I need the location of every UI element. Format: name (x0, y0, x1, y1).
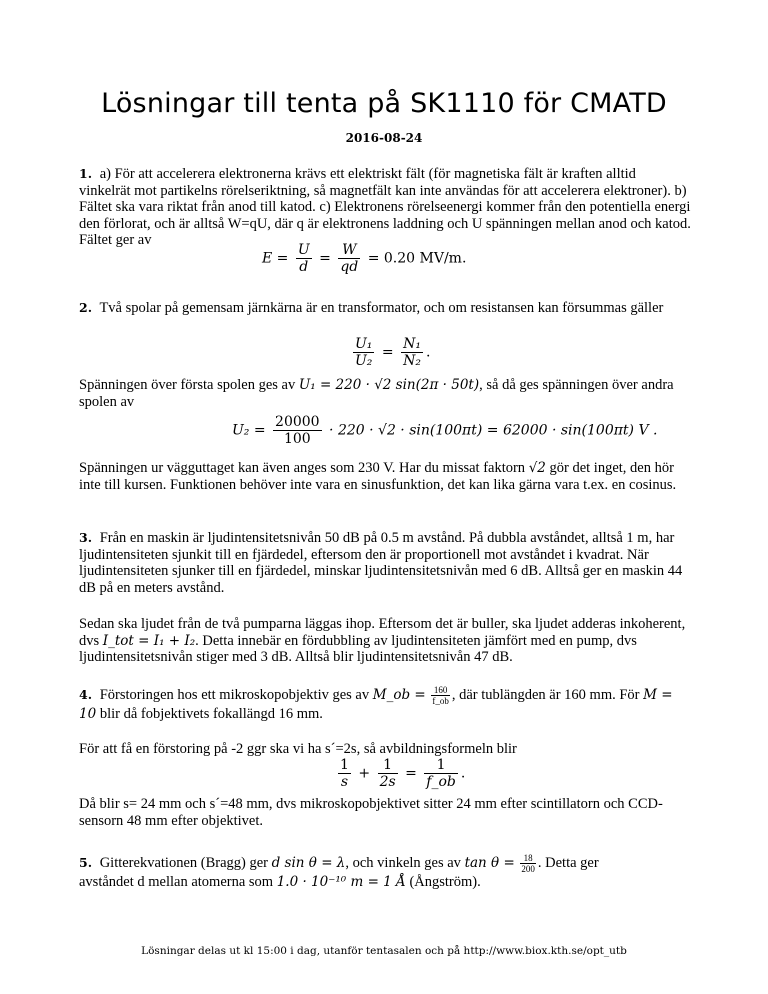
fraction-1-over-s (338, 757, 351, 790)
answer-5-text-part: , och vinkeln ges av (345, 854, 461, 871)
answer-2-intro (79, 300, 691, 317)
fraction-u-over-d (296, 242, 312, 275)
answer-2-number: 2. (79, 300, 93, 315)
fraction-numerator: 160 (431, 685, 450, 696)
answer-2-text-part: gör det inget, den hör inte till kursen. Funktionen behöver inte vara en sinusfunktion, det kan lika gärna vara t.ex. en cosinus. (79, 460, 677, 493)
fraction-numerator: W (338, 242, 360, 259)
fraction-18-over-200 (520, 853, 536, 874)
answer-3-text-2 (79, 616, 691, 666)
answer-4-inline-math: M = 10 (79, 686, 673, 722)
page-footer: Lösningar delas ut kl 15:00 i dag, utanför tentasalen och på http://www.biox.kth.se/opt_utb (141, 945, 627, 957)
fraction-numerator: U (297, 242, 310, 258)
fraction-w-over-qd (338, 242, 360, 275)
answer-5-inline-math: tan θ = (464, 854, 515, 871)
answer-5-text-part: (Ångström). (409, 874, 481, 890)
answer-5-text-part: . Detta ger (537, 854, 599, 871)
page-title: Lösningar till tenta på SK1110 för CMATD (101, 88, 667, 119)
fraction-denominator: N₂ (403, 353, 421, 369)
answer-4-text-part: Förstoringen hos ett mikroskopobjektiv ges av (99, 686, 370, 703)
answer-2-u2-equation (232, 414, 657, 447)
fraction-numerator: 1 (378, 757, 398, 774)
answer-4-text-3 (79, 796, 691, 829)
fraction-denominator: 2s (379, 774, 396, 790)
fraction-n1-over-n2 (401, 336, 423, 369)
fraction-u1-over-u2 (353, 336, 374, 369)
fraction-1-over-fob (424, 757, 458, 790)
fraction-denominator: 200 (521, 864, 535, 874)
fraction-turns-ratio (273, 414, 322, 447)
answer-3-body: Från en maskin är ljudintensitetsnivån 50 dB på 0.5 m avstånd. På dubbla avståndet, alltså 1 m, har ljudintensiteten sjunkit till en fjärdedel, eftersom den är proportionell mot avståndet i kvadrat. När ljudintensiteten sjunker till en fjärdedel, minskar ljudintensitetsnivån med 6 dB. Alltså ger en maskin 44 dB på en meters avstånd. (79, 530, 683, 596)
answer-4-text (79, 685, 691, 723)
answer-5-number: 5. (79, 854, 93, 870)
answer-2-note (79, 460, 691, 493)
answer-5-text (79, 853, 691, 891)
fraction-numerator: U₁ (355, 336, 373, 352)
answer-1-body: a) För att accelerera elektronerna krävs ett elektriskt fält (för magnetiska fält är kraften alltid vinkelrät mot partikelns rörelseriktning, så magnetfält kan inte användas för att accelerera elektroner). b) Fältet ska vara riktat från anod till katod. c) Elektronens rörelseenergi kommer från den potentiella energi den förlorat, och är alltså W=qU, där q är elektronens laddning och U spänningen mellan anod och katod. Fältet ger av (79, 166, 691, 249)
fraction-numerator: 1 (340, 757, 349, 773)
fraction-denominator: 100 (283, 431, 311, 447)
eq-lhs: U₂ = (232, 422, 266, 439)
answer-3-text-part: Sedan ska ljudet från de två pumparna läggas ihop. Eftersom det är buller, ska ljudet adderas inkoherent, dvs (79, 616, 686, 649)
fraction-denominator: s (340, 774, 349, 790)
answer-2-text-part: Spänningen över första spolen ges av (79, 377, 296, 393)
answer-3-text (79, 530, 691, 596)
answer-4-text-part: , där tublängden är 160 mm. För (451, 686, 640, 703)
fraction-denominator: f_ob (426, 774, 456, 790)
fraction-numerator: N₁ (403, 336, 421, 352)
answer-3-text-part: . Detta innebär en fördubbling av ljudintensiteten jämfört med en pump, dvs ljudintensitetsnivån stiger med 3 dB. Alltså blir ljudintensitetsnivån 47 dB. (79, 632, 637, 666)
eq-lhs: E = (262, 250, 289, 267)
answer-5-text-part: Gitterekvationen (Bragg) ger (99, 854, 268, 871)
answer-1-number: 1. (79, 166, 93, 181)
fraction-numerator: 1 (424, 757, 458, 774)
answer-2-inline-math: √2 (528, 460, 546, 476)
answer-5-inline-math: 1.0 · 10⁻¹⁰ m = 1 Å (276, 874, 406, 890)
fraction-denominator: f_ob (432, 696, 449, 706)
eq-rhs: · 220 · √2 · sin(100πt) = 62000 · sin(100πt) V . (329, 422, 658, 439)
answer-5-text-part: avståndet d mellan atomerna som (79, 874, 274, 890)
answer-2-text-part: Spänningen ur vägguttaget kan även anges som 230 V. Har du missat faktorn (79, 460, 526, 476)
answer-2-inline-math: U₁ = 220 · √2 sin(2π · 50t) (298, 377, 480, 393)
answer-2-body: Två spolar på gemensam järnkärna är en transformator, och om resistansen kan försummas gäller (99, 300, 664, 316)
answer-5-inline-math: d sin θ = λ (271, 854, 346, 871)
answer-4-lens-equation: $\frac{1}{s}$ + $\frac{1}{2s}$ = $\frac{1}{f\_ob}$ . (340, 757, 466, 790)
answer-2-ratio-equation: $\frac{\text{U₁}}{\text{U₂}}$ = $\frac{\text{N₁}}{\text{N₂}}$ . (355, 336, 431, 369)
answer-1-equation: E = $\frac{U}{d}$ = $\frac{W}{qd}$ = 0.20 MV/m. (262, 242, 467, 275)
answer-3-number: 3. (79, 530, 93, 545)
fraction-160-over-fob (431, 685, 450, 706)
fraction-denominator: U₂ (355, 353, 373, 369)
answer-3-inline-math: I_tot = I₁ + I₂ (102, 632, 196, 649)
answer-4-text-part: blir då fobjektivets fokallängd 16 mm. (99, 706, 323, 722)
fraction-denominator: qd (340, 259, 359, 275)
answer-4-text-2 (79, 741, 691, 758)
answer-4-text-part: Då blir s= 24 mm och s´=48 mm, dvs mikroskopobjektivet sitter 24 mm efter scintillatorn och CCD-sensorn 48 mm efter objektivet. (79, 796, 663, 829)
eq-rhs: = 0.20 MV/m. (367, 250, 467, 267)
fraction-1-over-2s (378, 757, 398, 790)
fraction-denominator: d (299, 259, 309, 275)
exam-date: 2016-08-24 (345, 131, 423, 145)
answer-2-voltage-text (79, 377, 691, 410)
fraction-numerator: 20000 (275, 414, 320, 430)
answer-4-number: 4. (79, 686, 93, 702)
answer-4-inline-math: M_ob = (372, 686, 426, 703)
answer-1-text (79, 166, 691, 249)
answer-2-text-part: , så då ges spänningen över andra spolen av (79, 377, 674, 410)
fraction-numerator: 18 (520, 853, 536, 864)
answer-4-text-part: För att få en förstoring på -2 ggr ska vi ha s´=2s, så avbildningsformeln blir (79, 741, 517, 757)
